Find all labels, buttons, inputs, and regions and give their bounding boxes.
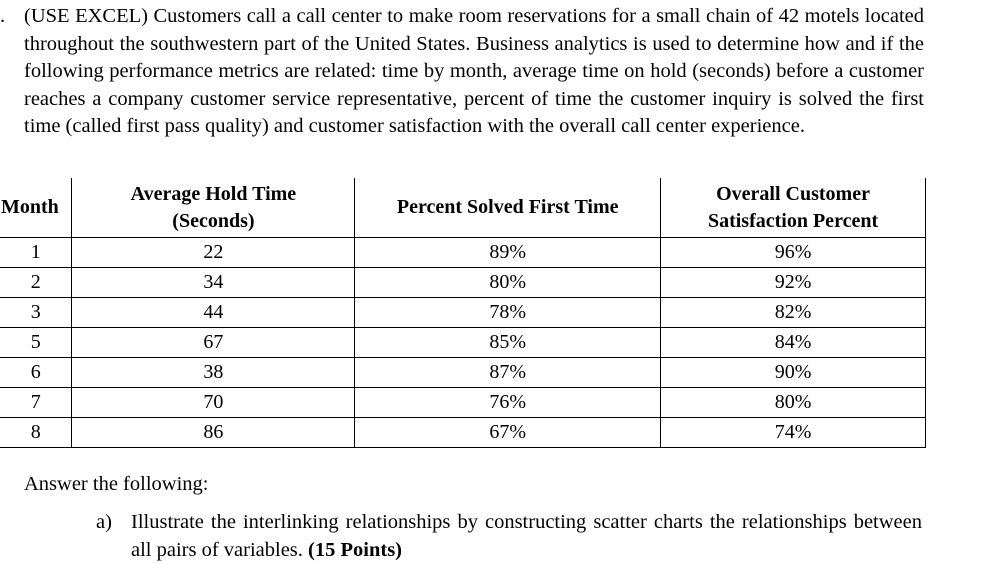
question-item-text: Illustrate the interlinking relationships by constructing scatter charts the relationships between all pairs of variables. xyxy=(131,511,922,561)
table-row xyxy=(0,418,926,448)
header-satisfaction xyxy=(661,178,926,238)
cell-satisfaction: 96% xyxy=(661,238,926,268)
header-hold-time-line1: Average Hold Time xyxy=(130,182,297,205)
cell-hold: 44 xyxy=(72,298,355,328)
cell-hold: 70 xyxy=(72,388,355,418)
header-month: Month xyxy=(0,178,72,238)
question-paragraph: (USE EXCEL) Customers call a call center to make room reservations for a small chain of 42 motels located throughout the southwestern part of the United States. Business analytics is used to determine how and if the following performance metrics are related: time by month, average time on hold (seconds) before a customer reaches a company customer service representative, percent of time the customer inquiry is solved the first time (called first pass quality) and customer satisfaction with the overall call center experience. xyxy=(24,5,924,138)
question-item-points: (15 Points) xyxy=(308,539,402,561)
table-row xyxy=(0,238,926,268)
cell-satisfaction: 92% xyxy=(661,268,926,298)
cell-month: 5 xyxy=(0,328,72,358)
header-hold-time xyxy=(72,178,355,238)
data-table xyxy=(0,178,926,448)
header-satisfaction-line2: Satisfaction Percent xyxy=(707,209,879,232)
table-row xyxy=(0,298,926,328)
cell-month: 1 xyxy=(0,238,72,268)
answer-heading: Answer the following: xyxy=(24,473,209,495)
list-bullet: . xyxy=(0,5,6,27)
table-row xyxy=(0,388,926,418)
cell-satisfaction: 84% xyxy=(661,328,926,358)
cell-satisfaction: 80% xyxy=(661,388,926,418)
header-percent-solved: Percent Solved First Time xyxy=(355,178,661,238)
cell-hold: 38 xyxy=(72,358,355,388)
cell-hold: 22 xyxy=(72,238,355,268)
cell-solved: 78% xyxy=(355,298,661,328)
question-item-body xyxy=(131,508,922,564)
cell-month: 7 xyxy=(0,388,72,418)
table-header-row xyxy=(0,178,926,238)
cell-month: 2 xyxy=(0,268,72,298)
cell-solved: 89% xyxy=(355,238,661,268)
cell-hold: 67 xyxy=(72,328,355,358)
cell-satisfaction: 74% xyxy=(661,418,926,448)
cell-satisfaction: 82% xyxy=(661,298,926,328)
table-row xyxy=(0,358,926,388)
cell-solved: 76% xyxy=(355,388,661,418)
question-item-letter: a) xyxy=(96,511,112,533)
header-satisfaction-line1: Overall Customer xyxy=(716,182,870,205)
header-hold-time-line2: (Seconds) xyxy=(172,209,255,232)
table-row xyxy=(0,328,926,358)
cell-satisfaction: 90% xyxy=(661,358,926,388)
question-item-a xyxy=(96,508,922,564)
cell-month: 3 xyxy=(0,298,72,328)
cell-month: 6 xyxy=(0,358,72,388)
cell-solved: 67% xyxy=(355,418,661,448)
cell-solved: 80% xyxy=(355,268,661,298)
cell-solved: 87% xyxy=(355,358,661,388)
cell-solved: 85% xyxy=(355,328,661,358)
cell-month: 8 xyxy=(0,418,72,448)
table-row xyxy=(0,268,926,298)
cell-hold: 86 xyxy=(72,418,355,448)
cell-hold: 34 xyxy=(72,268,355,298)
